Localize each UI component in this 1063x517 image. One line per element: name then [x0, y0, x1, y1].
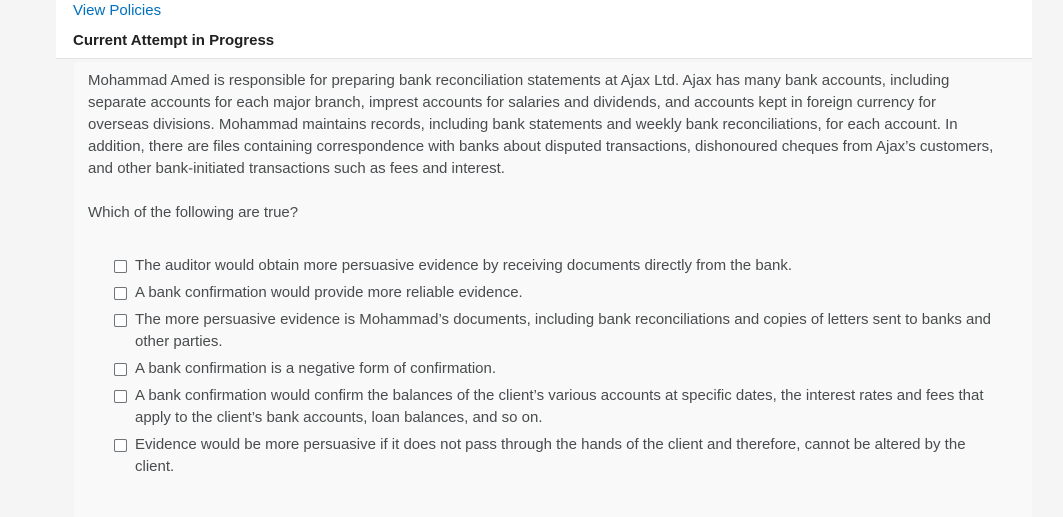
- answer-option[interactable]: [114, 434, 994, 478]
- option-checkbox[interactable]: [114, 363, 127, 376]
- option-label: A bank confirmation would confirm the balances of the client’s various accounts at specific dates, the interest rates and fees that apply to the client’s bank accounts, loan balances, and so on.: [135, 387, 984, 426]
- answer-option[interactable]: [114, 385, 994, 429]
- attempt-header: [56, 0, 1032, 59]
- attempt-status-heading: Current Attempt in Progress: [73, 32, 275, 49]
- option-label: The auditor would obtain more persuasive evidence by receiving documents directly from the bank.: [135, 257, 793, 274]
- answer-option[interactable]: [114, 282, 994, 304]
- option-checkbox[interactable]: [114, 314, 127, 327]
- answer-option[interactable]: [114, 255, 994, 277]
- answer-options: [114, 255, 994, 483]
- view-policies-link[interactable]: View Policies: [73, 2, 162, 19]
- option-label: Evidence would be more persuasive if it does not pass through the hands of the client and therefore, cannot be altered by the client.: [135, 436, 966, 475]
- answer-option[interactable]: [114, 309, 994, 353]
- option-checkbox[interactable]: [114, 439, 127, 452]
- option-checkbox[interactable]: [114, 260, 127, 273]
- question-stem: Mohammad Amed is responsible for preparing bank reconciliation statements at Ajax Ltd. Ajax has many bank accounts, including separate accounts for each major branch, imprest accounts for salaries and dividends, and accounts kept in foreign currency for overseas divisions. Mohammad maintains records, including bank statements and weekly bank reconciliations, for each account. In addition, there are files containing correspondence with banks about disputed transactions, dishonoured cheques from Ajax’s customers, and other bank-initiated transactions such as fees and interest.: [88, 72, 994, 177]
- option-label: The more persuasive evidence is Mohammad’s documents, including bank reconciliations and copies of letters sent to banks and other parties.: [135, 311, 992, 350]
- question-prompt: Which of the following are true?: [88, 204, 299, 221]
- answer-option[interactable]: [114, 358, 994, 380]
- option-checkbox[interactable]: [114, 390, 127, 403]
- option-checkbox[interactable]: [114, 287, 127, 300]
- option-label: A bank confirmation is a negative form of confirmation.: [135, 360, 497, 377]
- question-panel: [74, 62, 1032, 517]
- option-label: A bank confirmation would provide more reliable evidence.: [135, 284, 523, 301]
